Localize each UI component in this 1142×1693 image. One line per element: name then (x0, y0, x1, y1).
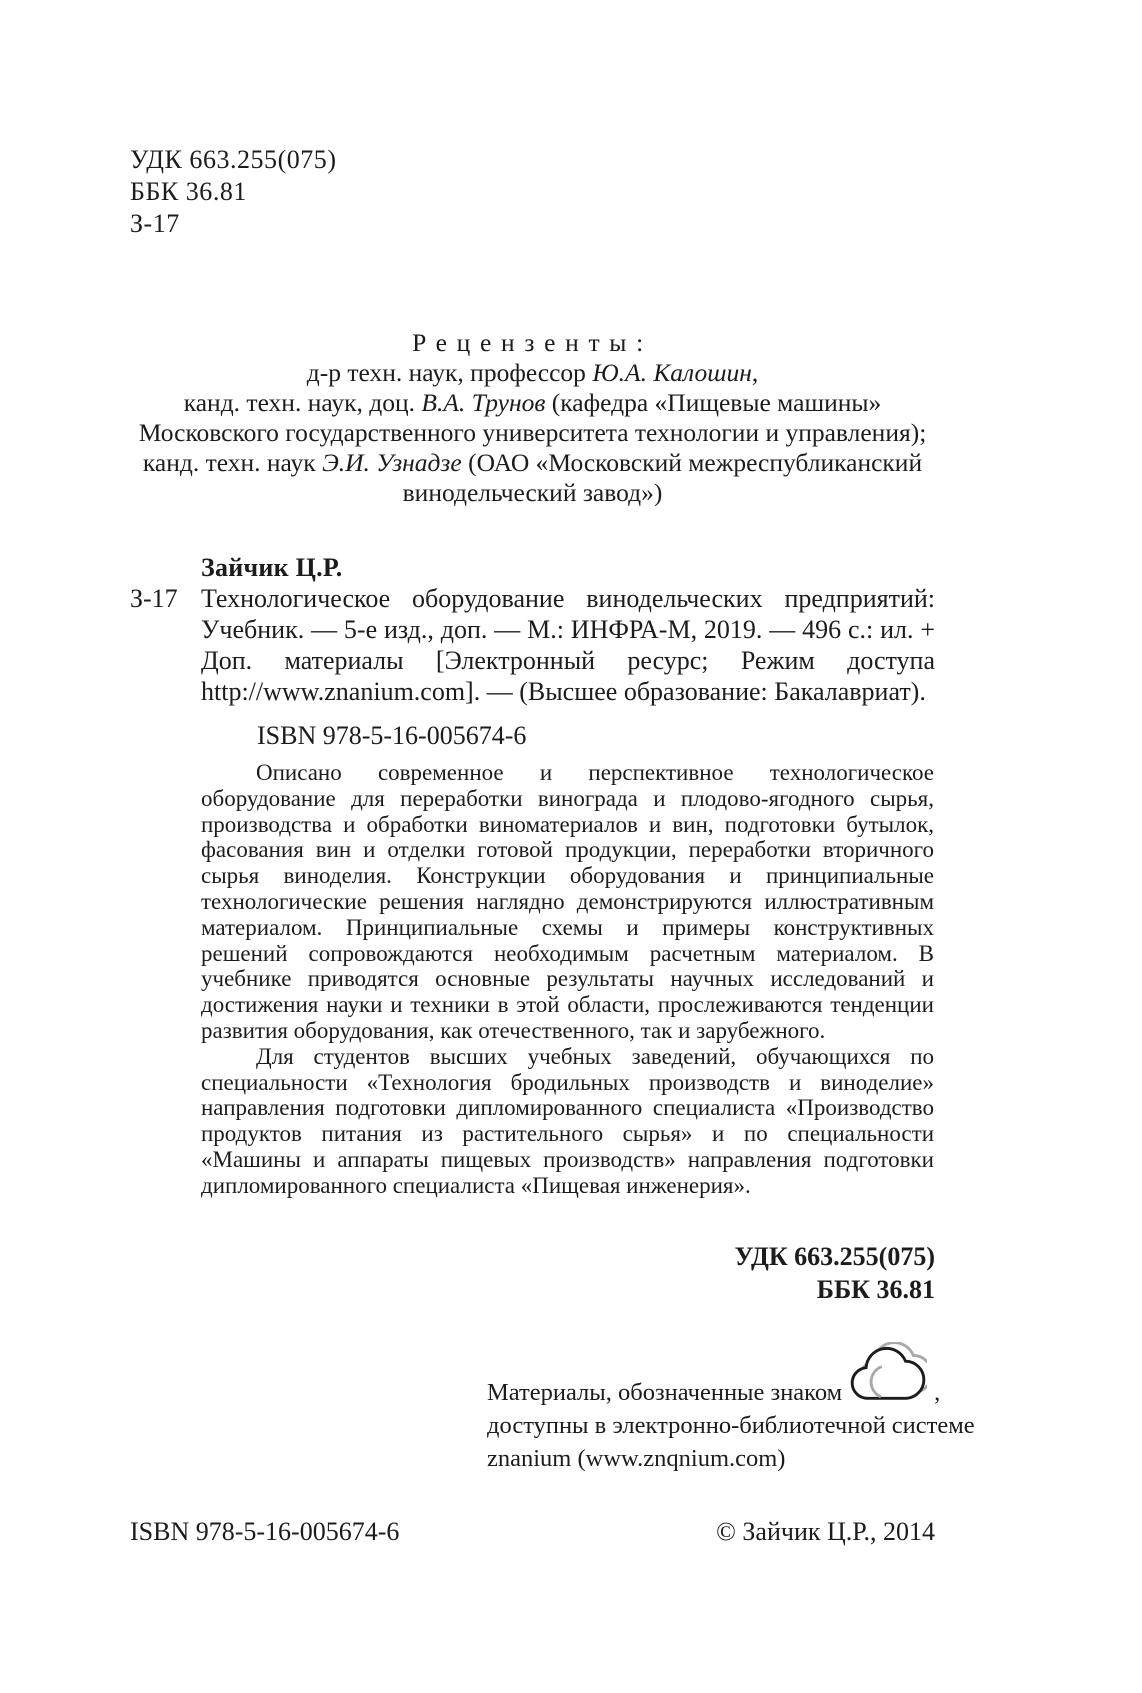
reviewer-name: Э.И. Узнадзе (322, 448, 462, 477)
reviewer-line: канд. техн. наук Э.И. Узнадзе (ОАО «Московский межреспубликанский (142, 448, 923, 477)
catalog-author: Зайчик Ц.Р. (201, 553, 343, 582)
isbn-line: ISBN 978-5-16-005674-6 (257, 721, 527, 750)
materials-note-line3: znanium (www.znqnium.com) (487, 1445, 786, 1472)
annotation-paragraph: Описано современное и перспективное технологическое оборудование для переработки винограда и плодово-ягодного сырья, производства и обработки виноматериалов и вин, подготовки бутылок, фасования вин и отделки готовой продукции, переработки вторичного сырья виноделия. Конструкции оборудования и принципиальные технологические решения наглядно демонстрируются иллюстративным материалом. Принципиальные схемы и примеры конструктивных решений сопровождаются необходимым расчетным материалом. В учебнике приводятся основные результаты научных исследований и достижения науки и техники в этой области, прослеживаются тенденции развития оборудования, как отечественного, так и зарубежного. (201, 760, 934, 1043)
footer-copyright: © Зайчик Ц.Р., 2014 (716, 1517, 935, 1546)
footer-line (130, 1516, 935, 1548)
materials-note (487, 1342, 975, 1475)
catalog-card (130, 552, 935, 751)
catalog-code: З-17 (130, 584, 178, 613)
annotation-block (201, 760, 934, 1199)
reviewer-line: канд. техн. наук, доц. В.А. Трунов (кафедра «Пищевые машины» (183, 388, 882, 417)
reviewers-block (130, 328, 935, 508)
top-classification-codes (130, 144, 337, 240)
reviewer-name: В.А. Трунов (421, 388, 546, 417)
cloud-icon (849, 1342, 927, 1400)
reviewer-line: Московского государственного университета технологии и управления); (138, 418, 927, 447)
bbk-code-bold: ББК 36.81 (816, 1275, 935, 1304)
annotation-paragraph: Для студентов высших учебных заведений, обучающихся по специальности «Технология бродильных производств и виноделие» направления подготовки дипломированного специалиста «Производство продуктов питания из растительного сырья» и по специальности «Машины и аппараты пищевых производств» направления подготовки дипломированного специалиста «Пищевая инженерия». (201, 1043, 934, 1198)
materials-note-line1: Материалы, обозначенные знаком , (487, 1342, 947, 1409)
udk-code: УДК 663.255(075) (130, 145, 337, 174)
author-sign-code: З-17 (130, 209, 180, 238)
materials-note-line2: доступны в электронно-библиотечной системе (487, 1412, 975, 1439)
bottom-classification-codes (130, 1240, 935, 1306)
udk-code-bold: УДК 663.255(075) (734, 1242, 935, 1271)
reviewers-heading: Рецензенты: (412, 328, 653, 357)
reviewer-name: Ю.А. Калошин (592, 358, 752, 387)
reviewer-line: д-р техн. наук, профессор Ю.А. Калошин, (306, 358, 759, 387)
catalog-entry: Технологическое оборудование винодельческих предприятий: Учебник. — 5-е изд., доп. — М.: ИНФРА-М, 2019. — 496 с.: ил. + Доп. материалы [Электронный ресурс; Режим доступа http://www.znanium.com]. — (Высшее образование: Бакалавриат). (201, 584, 935, 706)
bbk-code: ББК 36.81 (130, 177, 247, 206)
reviewer-line: винодельческий завод») (402, 478, 663, 507)
footer-isbn: ISBN 978-5-16-005674-6 (130, 1517, 400, 1546)
